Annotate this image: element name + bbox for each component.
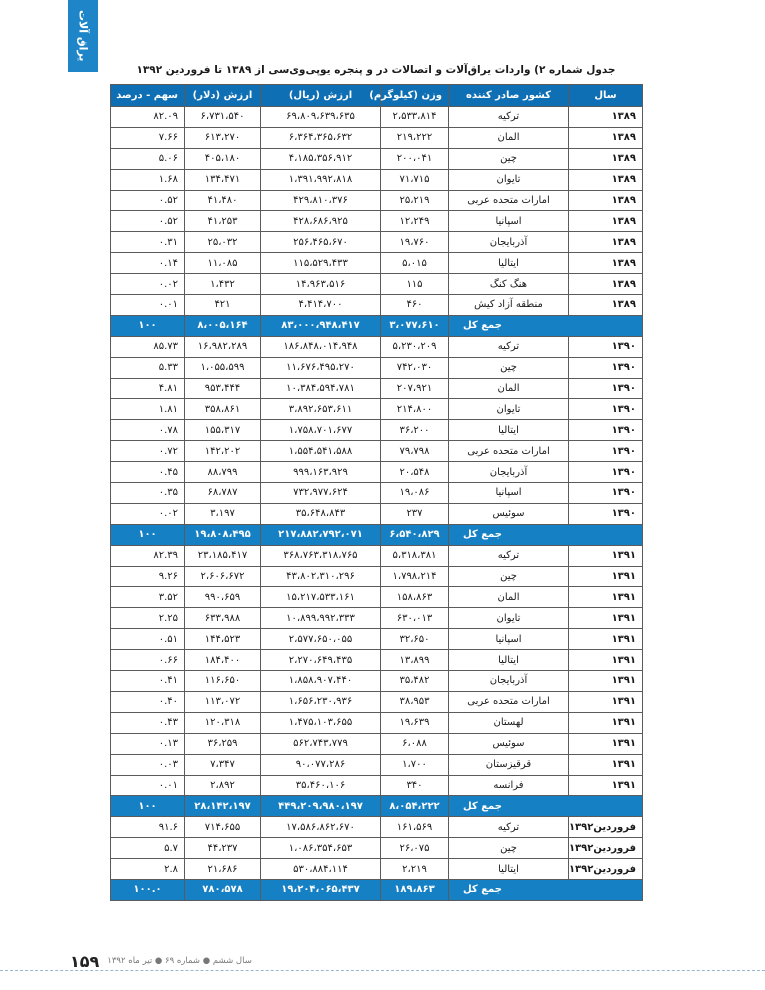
cell-weight: ۳۸،۹۵۳ (381, 691, 449, 712)
cell-country: المان (449, 378, 569, 399)
table-row (111, 503, 643, 524)
cell-weight: ۲،۵۳۳،۸۱۴ (381, 107, 449, 128)
cell-rial: ۷۳۲،۹۷۷،۶۲۴ (261, 483, 381, 504)
footer-divider (0, 970, 765, 971)
table-row (111, 169, 643, 190)
table-row (111, 399, 643, 420)
cell-dollar: ۶۳۳،۹۸۸ (185, 608, 261, 629)
cell-share: ۵.۳۳ (111, 357, 185, 378)
cell-dollar: ۱،۴۳۲ (185, 274, 261, 295)
table-row (111, 566, 643, 587)
cell-share: ۰.۶۶ (111, 650, 185, 671)
cell-rial: ۹۹۹،۱۶۳،۹۲۹ (261, 462, 381, 483)
total-row (111, 879, 643, 900)
cell-share: ۰.۵۲ (111, 211, 185, 232)
cell-year: ۱۳۹۱ (569, 587, 643, 608)
cell-weight: ۲۱۴،۸۰۰ (381, 399, 449, 420)
cell-weight: ۲۰،۵۴۸ (381, 462, 449, 483)
cell-weight: ۱۹،۰۸۶ (381, 483, 449, 504)
cell-year: ۱۳۸۹ (569, 274, 643, 295)
cell-weight: ۷۴۲،۰۳۰ (381, 357, 449, 378)
cell-weight: ۳۶،۲۰۰ (381, 420, 449, 441)
table-row (111, 378, 643, 399)
cell-rial: ۳۶۸،۷۶۳،۳۱۸،۷۶۵ (261, 545, 381, 566)
total-share: ۱۰۰.۰ (111, 879, 185, 900)
cell-country: امارات متحده عربی (449, 441, 569, 462)
cell-year: ۱۳۹۱ (569, 566, 643, 587)
page-number: ۱۵۹ (70, 951, 100, 971)
issue-info: سال ششم ● شماره ۶۹ ● تیر ماه ۱۳۹۲ (107, 956, 252, 966)
total-share: ۱۰۰ (111, 796, 185, 817)
cell-rial: ۲،۲۷۰،۶۴۹،۴۳۵ (261, 650, 381, 671)
cell-year: ۱۳۹۰ (569, 483, 643, 504)
cell-share: ۵.۰۶ (111, 148, 185, 169)
imports-table (110, 84, 643, 901)
cell-share: ۸۲.۰۹ (111, 107, 185, 128)
cell-weight: ۵،۰۱۵ (381, 253, 449, 274)
cell-dollar: ۲،۶۰۶،۶۷۲ (185, 566, 261, 587)
cell-country: تایوان (449, 169, 569, 190)
cell-year: ۱۳۹۱ (569, 671, 643, 692)
cell-year: ۱۳۸۹ (569, 169, 643, 190)
header-dollar: ارزش (دلار) (185, 85, 261, 107)
cell-year: ۱۳۹۱ (569, 608, 643, 629)
table-row (111, 107, 643, 128)
cell-share: ۰.۰۱ (111, 775, 185, 796)
cell-weight: ۴۶۰ (381, 295, 449, 316)
cell-country: منطقه آزاد کیش (449, 295, 569, 316)
cell-share: ۰.۰۲ (111, 274, 185, 295)
cell-dollar: ۲۵،۰۳۲ (185, 232, 261, 253)
cell-rial: ۱،۷۵۸،۷۰۱،۶۷۷ (261, 420, 381, 441)
table-row (111, 483, 643, 504)
cell-share: ۱.۸۱ (111, 399, 185, 420)
total-row (111, 524, 643, 545)
table-row (111, 274, 643, 295)
cell-year: ۱۳۹۰ (569, 399, 643, 420)
cell-rial: ۳،۸۹۲،۶۵۳،۶۱۱ (261, 399, 381, 420)
total-weight: ۱۸۹،۸۶۳ (381, 879, 449, 900)
table-row (111, 441, 643, 462)
cell-weight: ۱۵۸،۸۶۳ (381, 587, 449, 608)
cell-year: ۱۳۹۰ (569, 462, 643, 483)
cell-share: ۰.۰۳ (111, 754, 185, 775)
header-weight: وزن (کیلوگرم) (381, 85, 449, 107)
cell-year: ۱۳۹۱ (569, 712, 643, 733)
total-rial: ۱۹،۲۰۴،۰۶۵،۴۳۷ (261, 879, 381, 900)
table-row (111, 127, 643, 148)
cell-weight: ۲۱۹،۲۲۲ (381, 127, 449, 148)
cell-share: ۰.۳۱ (111, 232, 185, 253)
cell-weight: ۲۰۷،۹۲۱ (381, 378, 449, 399)
table-row (111, 336, 643, 357)
cell-dollar: ۱۴۲،۲۰۲ (185, 441, 261, 462)
cell-weight: ۵،۲۳۰،۲۰۹ (381, 336, 449, 357)
cell-year: فروردین۱۳۹۲ (569, 838, 643, 859)
cell-country: قرقیزستان (449, 754, 569, 775)
cell-dollar: ۳،۱۹۷ (185, 503, 261, 524)
total-weight: ۳،۰۷۷،۶۱۰ (381, 315, 449, 336)
cell-dollar: ۴۲۱ (185, 295, 261, 316)
cell-dollar: ۶۱۳،۲۷۰ (185, 127, 261, 148)
cell-year: ۱۳۸۹ (569, 211, 643, 232)
cell-country: لهستان (449, 712, 569, 733)
table-caption: جدول شماره ۲) واردات یراق‌آلات و اتصالات در و پنجره یوپی‌وی‌سی از ۱۳۸۹ تا فروردین ۱۳۹۲ (136, 64, 616, 76)
cell-rial: ۱۷،۵۸۶،۸۶۲،۶۷۰ (261, 817, 381, 838)
cell-weight: ۲۳۷ (381, 503, 449, 524)
cell-year: ۱۳۸۹ (569, 190, 643, 211)
table-row (111, 295, 643, 316)
cell-share: ۰.۴۰ (111, 691, 185, 712)
table-row (111, 817, 643, 838)
cell-dollar: ۲۳،۱۸۵،۴۱۷ (185, 545, 261, 566)
cell-year: ۱۳۹۰ (569, 378, 643, 399)
cell-dollar: ۶،۷۳۱،۵۴۰ (185, 107, 261, 128)
cell-share: ۰.۵۱ (111, 629, 185, 650)
cell-year: ۱۳۹۱ (569, 754, 643, 775)
total-row (111, 796, 643, 817)
cell-weight: ۲،۲۱۹ (381, 859, 449, 880)
cell-weight: ۱۱۵ (381, 274, 449, 295)
cell-dollar: ۴۰۵،۱۸۰ (185, 148, 261, 169)
table-row (111, 608, 643, 629)
section-tab (68, 0, 98, 72)
cell-year: ۱۳۹۱ (569, 545, 643, 566)
table-row (111, 838, 643, 859)
cell-rial: ۴۲۹،۸۱۰،۳۷۶ (261, 190, 381, 211)
table-row (111, 357, 643, 378)
cell-country: ترکیه (449, 817, 569, 838)
cell-share: ۸۵.۷۳ (111, 336, 185, 357)
cell-rial: ۶،۳۶۴،۳۶۵،۶۳۲ (261, 127, 381, 148)
table-body (111, 107, 643, 901)
cell-share: ۰.۵۲ (111, 190, 185, 211)
cell-year: ۱۳۹۰ (569, 357, 643, 378)
table-row (111, 712, 643, 733)
cell-country: ترکیه (449, 545, 569, 566)
cell-country: المان (449, 127, 569, 148)
cell-year: ۱۳۸۹ (569, 148, 643, 169)
cell-share: ۰.۴۱ (111, 671, 185, 692)
table-row (111, 232, 643, 253)
cell-country: ترکیه (449, 336, 569, 357)
cell-country: آذربایجان (449, 671, 569, 692)
cell-share: ۰.۷۲ (111, 441, 185, 462)
cell-dollar: ۳۶،۲۵۹ (185, 733, 261, 754)
cell-country: تایوان (449, 399, 569, 420)
cell-weight: ۷۱،۷۱۵ (381, 169, 449, 190)
table-row (111, 859, 643, 880)
cell-rial: ۵۶۲،۷۴۳،۷۷۹ (261, 733, 381, 754)
cell-dollar: ۳۵۸،۸۶۱ (185, 399, 261, 420)
cell-rial: ۲،۵۷۷،۶۵۰،۰۵۵ (261, 629, 381, 650)
cell-share: ۰.۷۸ (111, 420, 185, 441)
total-weight: ۸،۰۵۴،۲۲۲ (381, 796, 449, 817)
section-tab-label: یراق آلات (76, 10, 90, 62)
cell-dollar: ۸۸،۷۹۹ (185, 462, 261, 483)
total-dollar: ۱۹،۸۰۸،۴۹۵ (185, 524, 261, 545)
cell-share: ۹.۲۶ (111, 566, 185, 587)
total-row (111, 315, 643, 336)
cell-year: ۱۳۸۹ (569, 127, 643, 148)
cell-rial: ۱،۶۵۶،۲۳۰،۹۳۶ (261, 691, 381, 712)
cell-rial: ۱۰،۳۸۴،۵۹۴،۷۸۱ (261, 378, 381, 399)
total-share: ۱۰۰ (111, 524, 185, 545)
header-rial: ارزش (ریال) (261, 85, 381, 107)
total-rial: ۲۱۷،۸۸۲،۷۹۲،۰۷۱ (261, 524, 381, 545)
cell-weight: ۲۵،۲۱۹ (381, 190, 449, 211)
cell-country: امارات متحده عربی (449, 190, 569, 211)
cell-rial: ۱،۴۷۵،۱۰۳،۶۵۵ (261, 712, 381, 733)
cell-country: چین (449, 148, 569, 169)
cell-weight: ۱۶۱،۵۶۹ (381, 817, 449, 838)
cell-rial: ۴،۱۸۵،۳۵۶،۹۱۲ (261, 148, 381, 169)
cell-weight: ۲۶،۰۷۵ (381, 838, 449, 859)
cell-rial: ۱،۳۹۱،۹۹۲،۸۱۸ (261, 169, 381, 190)
cell-country: المان (449, 587, 569, 608)
total-label: جمع کل (449, 315, 643, 336)
table-row (111, 148, 643, 169)
cell-year: ۱۳۹۱ (569, 650, 643, 671)
cell-country: آذربایجان (449, 232, 569, 253)
table-row (111, 733, 643, 754)
cell-share: ۰.۱۳ (111, 733, 185, 754)
total-dollar: ۷۸۰،۵۷۸ (185, 879, 261, 900)
cell-year: ۱۳۹۱ (569, 629, 643, 650)
cell-dollar: ۱۵۵،۳۱۷ (185, 420, 261, 441)
cell-dollar: ۱۱۳،۰۷۲ (185, 691, 261, 712)
cell-dollar: ۱۱،۰۸۵ (185, 253, 261, 274)
cell-weight: ۳۴۰ (381, 775, 449, 796)
cell-share: ۰.۴۳ (111, 712, 185, 733)
cell-country: اسپانیا (449, 483, 569, 504)
cell-year: ۱۳۹۰ (569, 441, 643, 462)
cell-dollar: ۱۸۴،۴۰۰ (185, 650, 261, 671)
cell-weight: ۷۹،۷۹۸ (381, 441, 449, 462)
cell-country: فرانسه (449, 775, 569, 796)
cell-weight: ۱۲،۲۴۹ (381, 211, 449, 232)
table-row (111, 775, 643, 796)
cell-rial: ۳۵،۶۴۸،۸۴۳ (261, 503, 381, 524)
table-row (111, 650, 643, 671)
cell-weight: ۳۵،۴۸۲ (381, 671, 449, 692)
cell-share: ۰.۰۲ (111, 503, 185, 524)
cell-country: سوئیس (449, 733, 569, 754)
cell-share: ۰.۰۱ (111, 295, 185, 316)
cell-dollar: ۱۶،۹۸۲،۲۸۹ (185, 336, 261, 357)
cell-share: ۴.۸۱ (111, 378, 185, 399)
cell-year: ۱۳۹۱ (569, 775, 643, 796)
cell-country: اسپانیا (449, 629, 569, 650)
cell-year: ۱۳۸۹ (569, 253, 643, 274)
cell-year: فروردین۱۳۹۲ (569, 859, 643, 880)
cell-country: ایتالیا (449, 420, 569, 441)
cell-share: ۹۱.۶ (111, 817, 185, 838)
cell-dollar: ۹۵۳،۴۴۴ (185, 378, 261, 399)
table-row (111, 671, 643, 692)
cell-share: ۰.۱۴ (111, 253, 185, 274)
cell-share: ۰.۳۵ (111, 483, 185, 504)
cell-dollar: ۹۹۰،۶۵۹ (185, 587, 261, 608)
cell-country: اسپانیا (449, 211, 569, 232)
table-row (111, 190, 643, 211)
cell-country: سوئیس (449, 503, 569, 524)
cell-rial: ۹۰،۰۷۷،۲۸۶ (261, 754, 381, 775)
cell-year: ۱۳۸۹ (569, 232, 643, 253)
total-share: ۱۰۰ (111, 315, 185, 336)
cell-rial: ۱،۸۵۸،۹۰۷،۴۴۰ (261, 671, 381, 692)
cell-country: ایتالیا (449, 859, 569, 880)
cell-dollar: ۴۱،۴۸۰ (185, 190, 261, 211)
total-label: جمع کل (449, 796, 643, 817)
cell-dollar: ۷،۳۴۷ (185, 754, 261, 775)
cell-weight: ۱،۷۹۸،۲۱۴ (381, 566, 449, 587)
cell-share: ۸۲.۳۹ (111, 545, 185, 566)
cell-rial: ۴۲۸،۶۸۶،۹۲۵ (261, 211, 381, 232)
cell-share: ۵.۷ (111, 838, 185, 859)
table-row (111, 691, 643, 712)
cell-rial: ۱۵،۲۱۷،۵۳۳،۱۶۱ (261, 587, 381, 608)
table-row (111, 587, 643, 608)
cell-dollar: ۱۲۰،۳۱۸ (185, 712, 261, 733)
cell-year: ۱۳۹۱ (569, 733, 643, 754)
cell-dollar: ۷۱۴،۶۵۵ (185, 817, 261, 838)
cell-weight: ۶،۰۸۸ (381, 733, 449, 754)
cell-year: ۱۳۸۹ (569, 107, 643, 128)
header-year: سال (569, 85, 643, 107)
cell-share: ۱.۶۸ (111, 169, 185, 190)
cell-rial: ۳۵،۴۶۰،۱۰۶ (261, 775, 381, 796)
cell-country: هنگ کنگ (449, 274, 569, 295)
cell-country: ترکیه (449, 107, 569, 128)
cell-country: امارات متحده عربی (449, 691, 569, 712)
table-row (111, 754, 643, 775)
cell-rial: ۶۹،۸۰۹،۶۳۹،۶۳۵ (261, 107, 381, 128)
header-share: سهم - درصد (111, 85, 185, 107)
cell-rial: ۱،۵۵۴،۵۴۱،۵۸۸ (261, 441, 381, 462)
cell-share: ۰.۴۵ (111, 462, 185, 483)
cell-dollar: ۱۱۶،۶۵۰ (185, 671, 261, 692)
total-label: جمع کل (449, 879, 643, 900)
page-footer (70, 951, 670, 971)
header-country: کشور صادر کننده (449, 85, 569, 107)
cell-country: ایتالیا (449, 253, 569, 274)
table-row (111, 253, 643, 274)
total-weight: ۶،۵۴۰،۸۲۹ (381, 524, 449, 545)
cell-year: ۱۳۹۰ (569, 336, 643, 357)
cell-country: چین (449, 566, 569, 587)
cell-dollar: ۴۴،۲۳۷ (185, 838, 261, 859)
table-header-row (111, 85, 643, 107)
cell-weight: ۱۹،۶۳۹ (381, 712, 449, 733)
cell-weight: ۱۳،۸۹۹ (381, 650, 449, 671)
cell-dollar: ۱۳۴،۴۷۱ (185, 169, 261, 190)
cell-country: چین (449, 357, 569, 378)
cell-weight: ۶۳۰،۰۱۳ (381, 608, 449, 629)
cell-country: تایوان (449, 608, 569, 629)
cell-rial: ۲۵۶،۴۶۵،۶۷۰ (261, 232, 381, 253)
cell-weight: ۲۰۰،۰۴۱ (381, 148, 449, 169)
total-label: جمع کل (449, 524, 643, 545)
cell-year: ۱۳۹۰ (569, 503, 643, 524)
cell-year: ۱۳۹۱ (569, 691, 643, 712)
table-row (111, 629, 643, 650)
table-row (111, 420, 643, 441)
total-rial: ۸۳،۰۰۰،۹۴۸،۴۱۷ (261, 315, 381, 336)
cell-dollar: ۲،۸۹۲ (185, 775, 261, 796)
cell-dollar: ۱،۰۵۵،۵۹۹ (185, 357, 261, 378)
cell-rial: ۴،۴۱۴،۷۰۰ (261, 295, 381, 316)
total-rial: ۴۴۹،۲۰۹،۹۸۰،۱۹۷ (261, 796, 381, 817)
cell-rial: ۱۰،۸۹۹،۹۹۲،۳۳۳ (261, 608, 381, 629)
cell-rial: ۱۸۶،۸۴۸،۰۱۴،۹۴۸ (261, 336, 381, 357)
cell-rial: ۱۱۵،۵۲۹،۴۳۳ (261, 253, 381, 274)
cell-share: ۲.۲۵ (111, 608, 185, 629)
cell-dollar: ۶۸،۷۸۷ (185, 483, 261, 504)
cell-country: چین (449, 838, 569, 859)
cell-share: ۳.۵۲ (111, 587, 185, 608)
cell-rial: ۴۳،۸۰۲،۳۱۰،۲۹۶ (261, 566, 381, 587)
cell-weight: ۱۹،۷۶۰ (381, 232, 449, 253)
total-dollar: ۲۸،۱۴۲،۱۹۷ (185, 796, 261, 817)
table-row (111, 462, 643, 483)
cell-year: ۱۳۹۰ (569, 420, 643, 441)
cell-rial: ۱۱،۶۷۶،۴۹۵،۲۷۰ (261, 357, 381, 378)
cell-country: آذربایجان (449, 462, 569, 483)
cell-weight: ۵،۳۱۸،۳۸۱ (381, 545, 449, 566)
cell-year: ۱۳۸۹ (569, 295, 643, 316)
cell-country: ایتالیا (449, 650, 569, 671)
cell-weight: ۱،۷۰۰ (381, 754, 449, 775)
cell-share: ۲.۸ (111, 859, 185, 880)
cell-dollar: ۲۱،۶۸۶ (185, 859, 261, 880)
cell-rial: ۵۳۰،۸۸۴،۱۱۴ (261, 859, 381, 880)
cell-share: ۷.۶۶ (111, 127, 185, 148)
table-row (111, 211, 643, 232)
cell-weight: ۳۲،۶۵۰ (381, 629, 449, 650)
cell-rial: ۱،۰۸۶،۳۵۴،۶۵۳ (261, 838, 381, 859)
cell-year: فروردین۱۳۹۲ (569, 817, 643, 838)
table-row (111, 545, 643, 566)
cell-dollar: ۱۴۴،۵۲۳ (185, 629, 261, 650)
total-dollar: ۸،۰۰۵،۱۶۴ (185, 315, 261, 336)
cell-rial: ۱۴،۹۶۳،۵۱۶ (261, 274, 381, 295)
cell-dollar: ۴۱،۲۵۳ (185, 211, 261, 232)
